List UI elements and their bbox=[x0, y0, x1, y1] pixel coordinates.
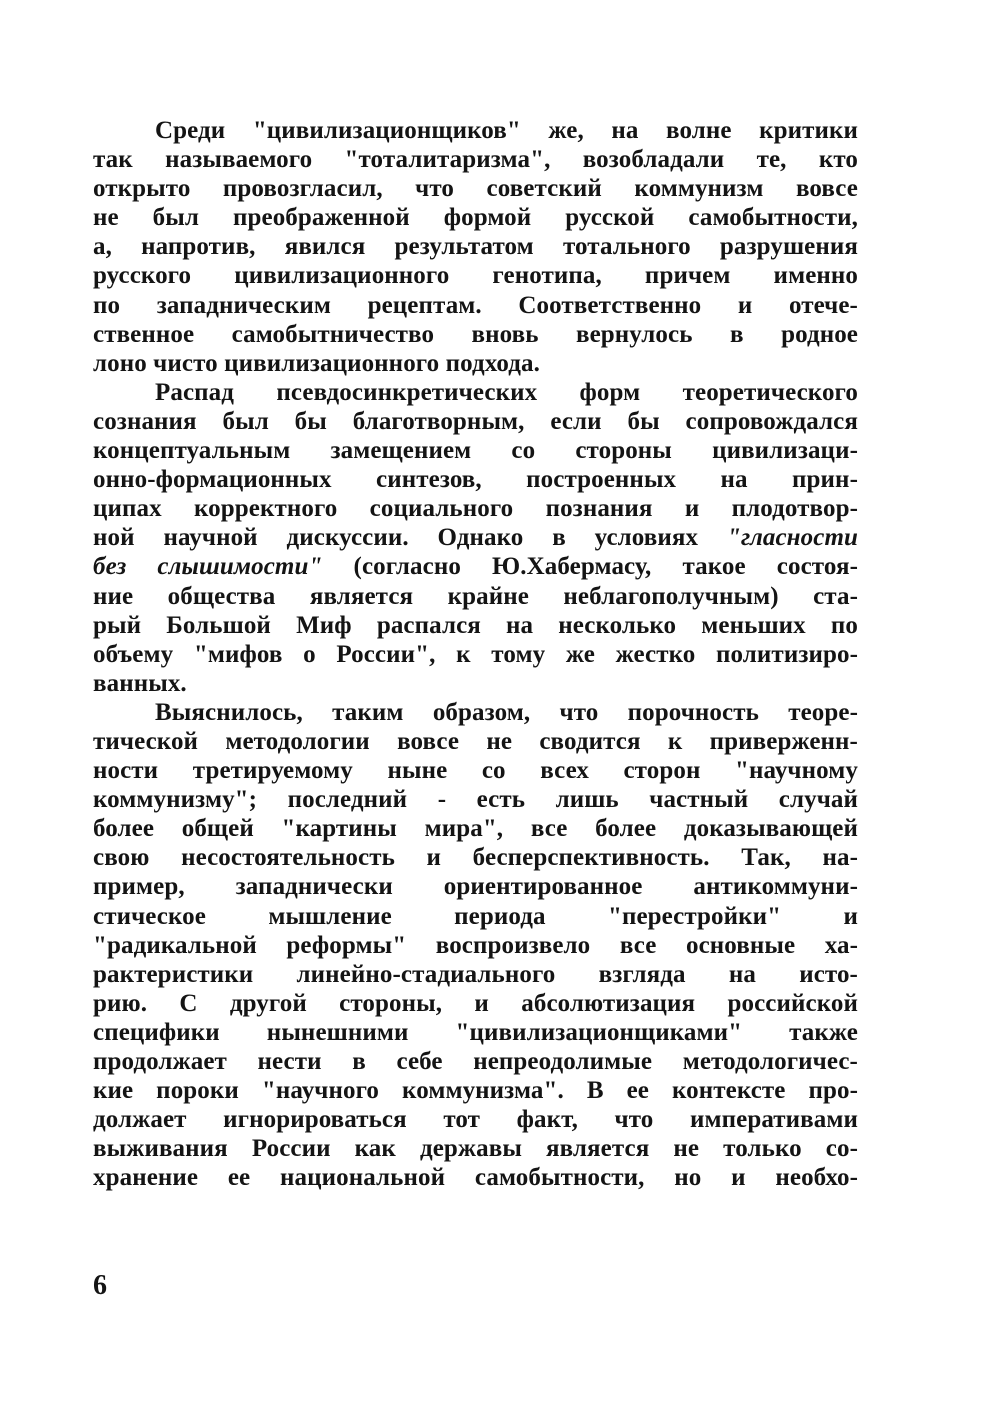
text-segment: (согласно Ю.Хабермасу, такое состоя- bbox=[353, 553, 858, 581]
text-line: ственное самобытничество вновь вернулось в родное bbox=[93, 320, 858, 348]
text-line: открыто провозгласил, что советский коммунизм вовсе bbox=[93, 175, 858, 203]
text-line: должает игнорироваться тот факт, что императивами bbox=[93, 1106, 858, 1134]
text-line: не был преображенной формой русской самобытности, bbox=[93, 204, 858, 232]
text-line: лоно чисто цивилизационного подхода. bbox=[93, 349, 540, 377]
text-line: русского цивилизационного генотипа, причем именно bbox=[93, 262, 858, 290]
text-line: рый Большой Миф распался на несколько меньших по bbox=[93, 611, 858, 639]
text-line: более общей "картины мира", все более доказывающей bbox=[93, 815, 858, 843]
text-line: специфики нынешними "цивилизационщиками" также bbox=[93, 1018, 858, 1046]
paragraph-1 bbox=[93, 116, 858, 378]
text-line: пример, западнически ориентированное антикоммуни- bbox=[93, 873, 858, 901]
text-line: ние общества является крайне неблагополучным) ста- bbox=[93, 582, 858, 610]
text-line bbox=[93, 552, 858, 581]
body-text bbox=[93, 116, 858, 1192]
italic-phrase: "гласности bbox=[726, 524, 858, 552]
text-line: Среди "цивилизационщиков" же, на волне критики bbox=[155, 117, 858, 144]
text-line: сознания был бы благотворным, если бы сопровождался bbox=[93, 407, 858, 435]
text-line: стическое мышление периода "перестройки" и bbox=[93, 902, 858, 930]
text-line: Выяснилось, таким образом, что порочность теоре- bbox=[155, 698, 858, 726]
text-line: свою несостоятельность и бесперспективность. Так, на- bbox=[93, 844, 858, 872]
text-line: продолжает нести в себе непреодолимые методологичес- bbox=[93, 1048, 858, 1075]
text-line: "радикальной реформы" воспроизвело все основные ха- bbox=[93, 931, 858, 959]
text-line: концептуальным замещением со стороны цивилизаци- bbox=[93, 437, 858, 465]
text-line: по западническим рецептам. Соответственно и отече- bbox=[93, 291, 858, 319]
paragraph-3 bbox=[93, 698, 858, 1193]
text-line: так называемого "тоталитаризма", возобладали те, кто bbox=[93, 146, 858, 174]
text-line: ности третируемому ныне со всех сторон "научному bbox=[93, 757, 858, 785]
text-line: объему "мифов о России", к тому же жестко политизиро- bbox=[93, 640, 858, 668]
text-line: кие пороки "научного коммунизма". В ее контексте про- bbox=[93, 1077, 858, 1105]
text-line: Распад псевдосинкретических форм теоретического bbox=[155, 378, 858, 406]
text-line: выживания России как державы является не только со- bbox=[93, 1135, 858, 1163]
paragraph-2 bbox=[93, 378, 858, 698]
text-line: тической методологии вовсе не сводится к приверженн- bbox=[93, 727, 858, 755]
text-line: ванных. bbox=[93, 669, 187, 697]
text-line: онно-формационных синтезов, построенных на прин- bbox=[93, 466, 858, 494]
text-segment: ной научной дискуссии. Однако в условиях bbox=[93, 524, 699, 552]
text-line: ципах корректного социального познания и плодотвор- bbox=[93, 495, 858, 523]
text-line: коммунизму"; последний - есть лишь частный случай bbox=[93, 786, 858, 814]
text-line: хранение ее национальной самобытности, но и необхо- bbox=[93, 1164, 858, 1192]
text-line: рию. С другой стороны, и абсолютизация российской bbox=[93, 989, 858, 1017]
italic-phrase: без слышимости" bbox=[93, 553, 323, 581]
text-line: рактеристики линейно-стадиального взгляда на исто- bbox=[93, 960, 858, 988]
text-line: а, напротив, явился результатом тотального разрушения bbox=[93, 233, 858, 261]
text-line bbox=[93, 523, 858, 552]
page-number: 6 bbox=[93, 1270, 107, 1301]
